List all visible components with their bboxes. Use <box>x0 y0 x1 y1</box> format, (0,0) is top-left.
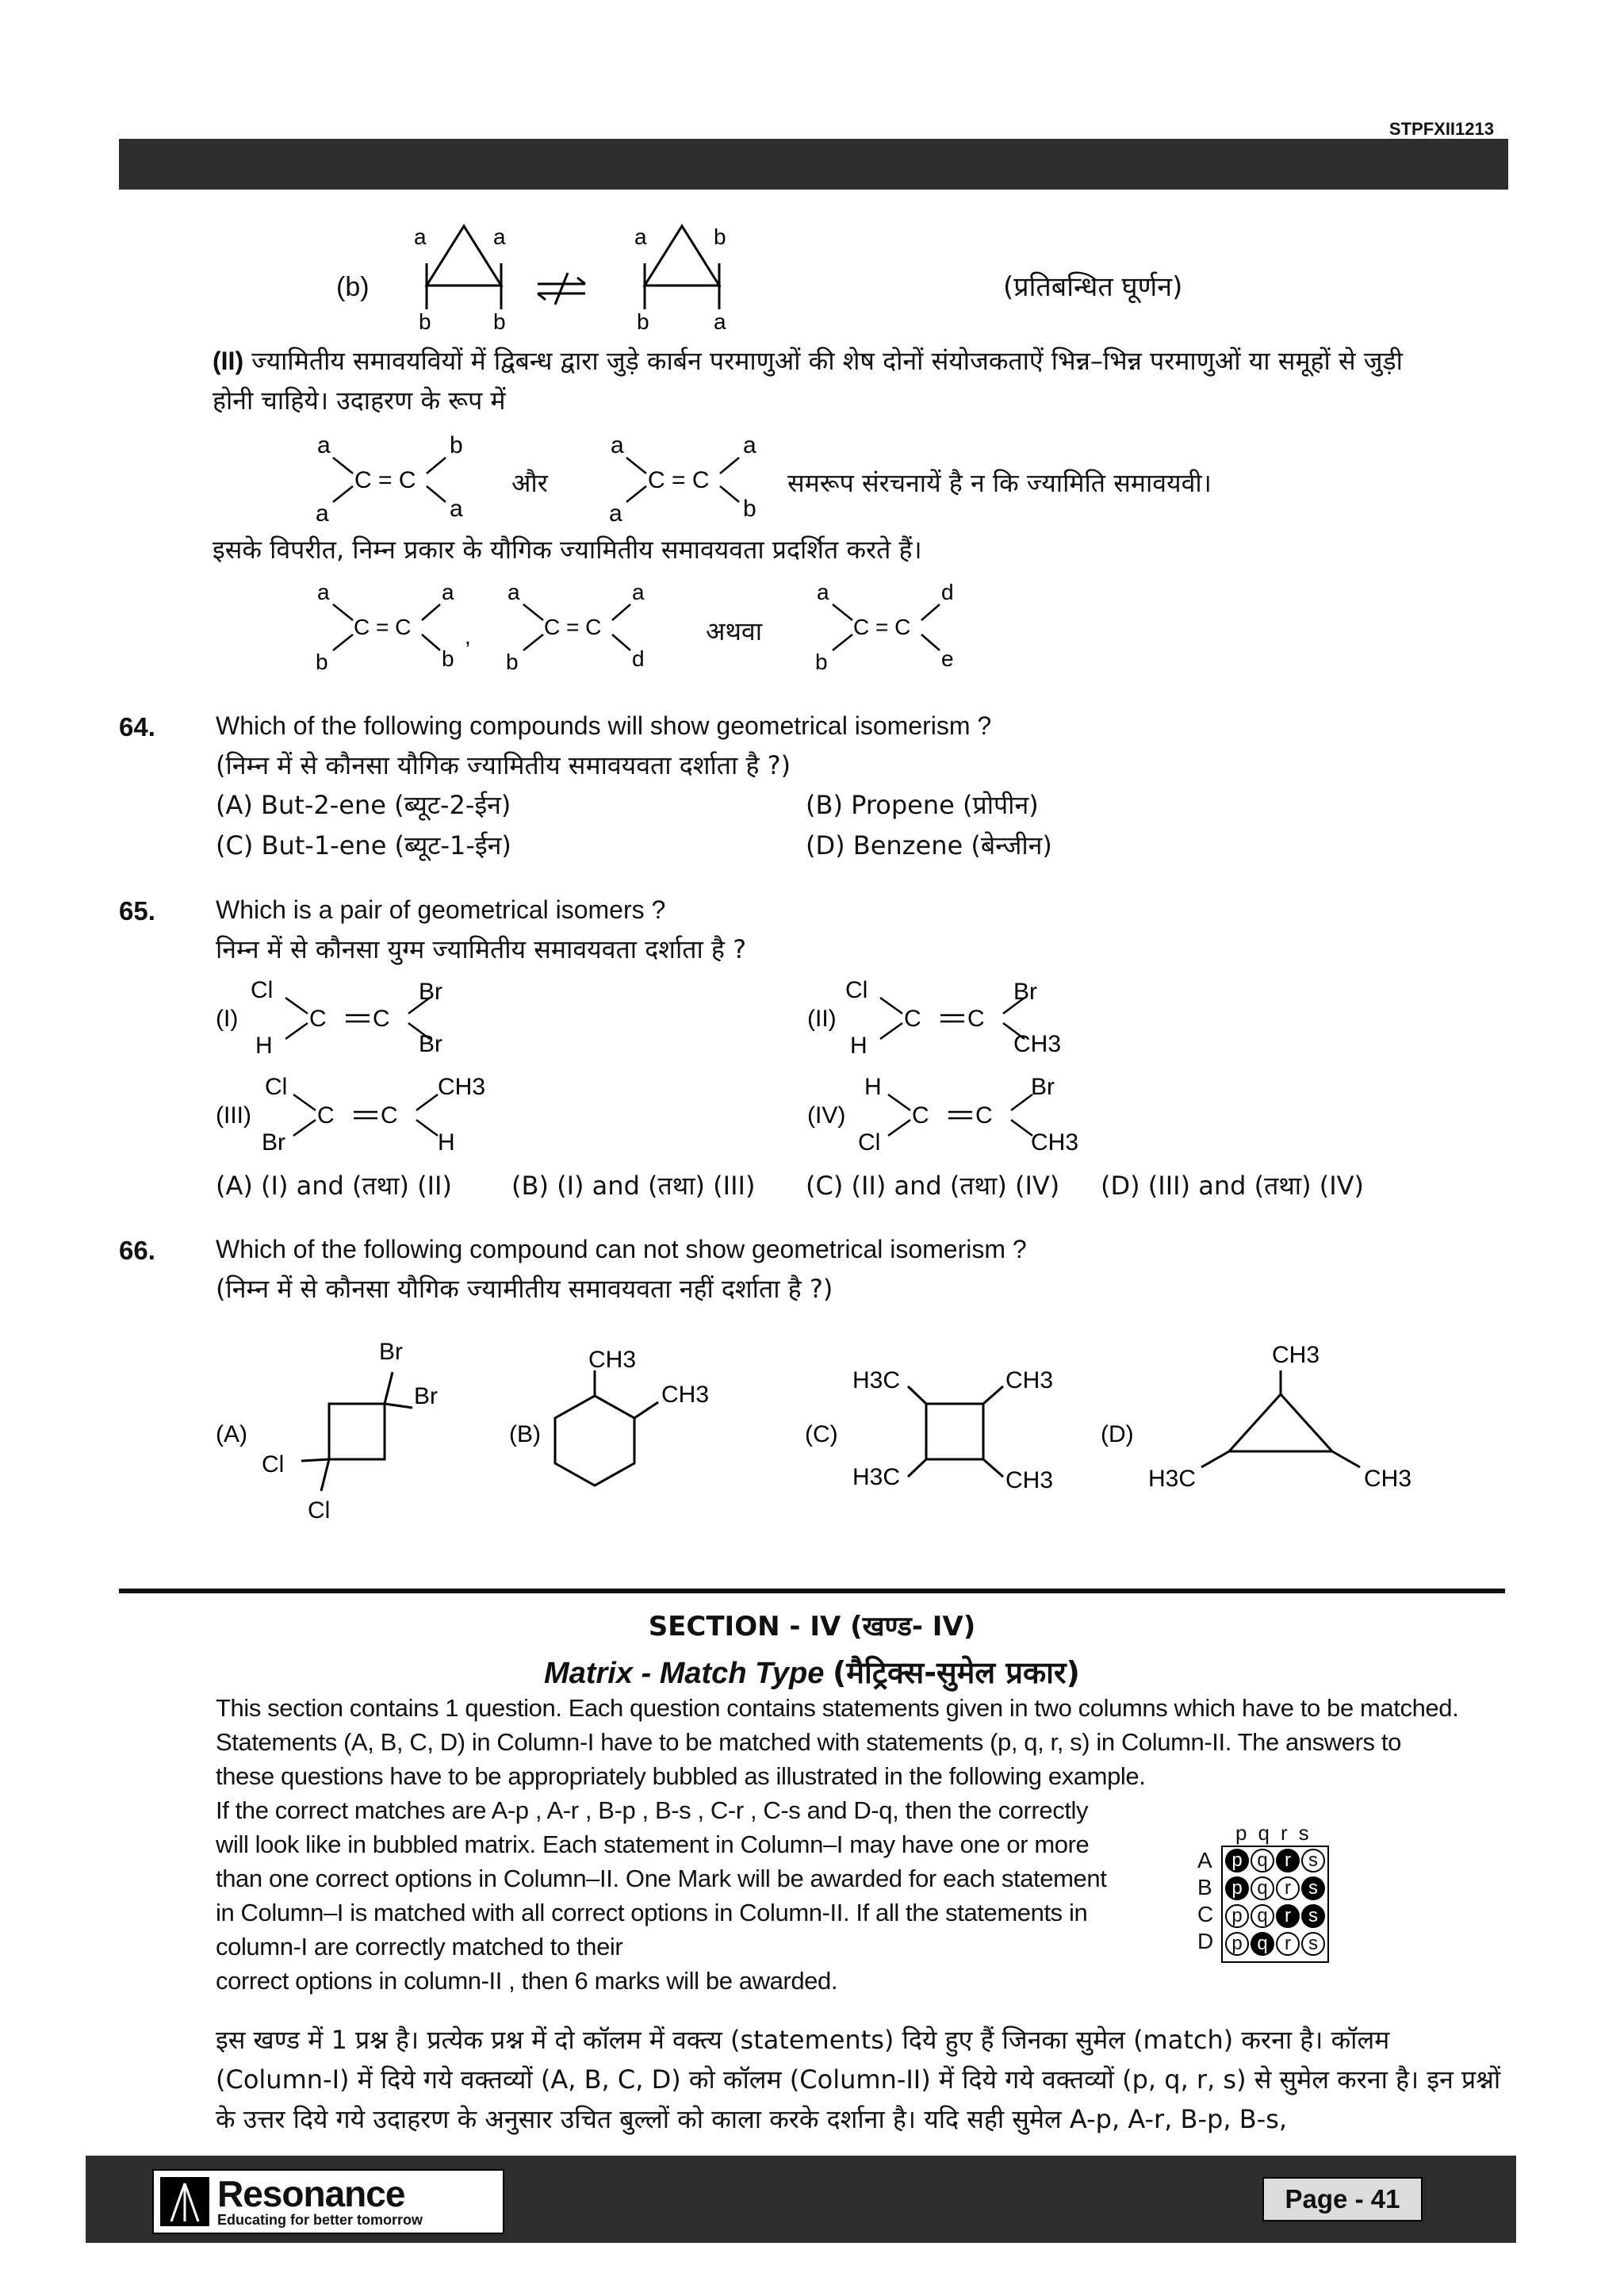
option-label[interactable]: (D) <box>1101 1421 1134 1447</box>
point-2-label: (II) <box>213 347 244 375</box>
bubble-row <box>1224 1904 1326 1932</box>
structure-label: (III) <box>216 1102 251 1129</box>
structure-label: (IV) <box>807 1102 846 1129</box>
answer-bubble[interactable]: q <box>1251 1849 1274 1872</box>
question-65-option[interactable]: (C) (II) and (तथा) (IV) <box>806 1171 1060 1201</box>
substituent: H3C <box>852 1367 901 1393</box>
question-64-option[interactable]: (C) But-1-ene (ब्यूट-1-ईन) <box>216 830 511 861</box>
section-title: SECTION - IV (खण्ड- IV) <box>648 1611 976 1642</box>
substituent: d <box>632 646 645 671</box>
ring-left-sub: b <box>419 309 431 333</box>
resonance-logo <box>152 2169 504 2234</box>
answer-bubble[interactable]: s <box>1301 1932 1325 1956</box>
page-number: Page - 41 <box>1262 2177 1423 2221</box>
substituent: a <box>817 580 829 604</box>
point-2-line1: ज्यामितीय समावयवियों में द्विबन्ध द्वारा जुड़े कार्बन परमाणुओं की शेष दोनों संयोजकताऐं भिन्न–भिन्न परमाणुओं या समूहों से जुड़ी <box>251 346 1403 376</box>
ring-left-sub: a <box>493 224 506 249</box>
answer-bubble[interactable]: r <box>1276 1932 1300 1956</box>
matrix-column-headers <box>1197 1821 1367 1846</box>
answer-bubble[interactable]: r <box>1276 1904 1300 1928</box>
bubble-row <box>1224 1876 1326 1904</box>
contrast-text: इसके विपरीत, निम्न प्रकार के यौगिक ज्यामितीय समावयवता प्रदर्शित करते हैं। <box>213 535 922 565</box>
substituent: CH3 <box>588 1347 637 1373</box>
substituent: a <box>442 580 454 604</box>
substituent: CH3 <box>661 1382 710 1408</box>
carbon: C <box>381 1102 398 1129</box>
substituent: Br <box>379 1339 403 1365</box>
substituent: CH3 <box>438 1074 486 1100</box>
bubble-row <box>1224 1932 1326 1960</box>
substituent: a <box>611 432 624 458</box>
matrix-row-label: B <box>1197 1875 1212 1899</box>
question-65-text: Which is a pair of geometrical isomers ? <box>216 895 666 924</box>
answer-bubble[interactable]: r <box>1276 1876 1300 1900</box>
answer-bubble[interactable]: s <box>1301 1849 1325 1872</box>
substituent: Br <box>414 1383 438 1409</box>
substituent: Cl <box>308 1497 331 1524</box>
comma: , <box>465 624 471 649</box>
para-line: column-I are correctly matched to their <box>216 1933 623 1961</box>
substituent: a <box>632 580 645 604</box>
ring-left-sub: b <box>493 309 506 333</box>
substituent: d <box>941 580 954 604</box>
substituent: CH3 <box>1031 1129 1079 1156</box>
option-label[interactable]: (A) <box>216 1421 247 1447</box>
matrix-col-label: r <box>1280 1821 1288 1845</box>
substituent: Br <box>1031 1074 1055 1100</box>
section-hindi-para <box>216 2020 1516 2139</box>
structure-label: (II) <box>807 1006 837 1032</box>
substituent: Cl <box>262 1451 285 1478</box>
question-64-text: Which of the following compounds will show geometrical isomerism ? <box>216 711 992 740</box>
para-line: (Column-I) में दिये गये वक्तव्यों (A, B, C, D) को कॉलम (Column-II) में दिये गये वक्तव्यों (p, q, r, s) से सुमेल करना है। इन प्रश्नों <box>216 2064 1501 2095</box>
answer-bubble[interactable]: q <box>1251 1904 1274 1928</box>
question-65-number: 65. <box>119 896 155 926</box>
substituent: CH3 <box>1272 1342 1320 1368</box>
question-66-text: Which of the following compound can not show geometrical isomerism ? <box>216 1235 1027 1263</box>
ring-right-sub: a <box>714 309 726 333</box>
question-65-option[interactable]: (A) (I) and (तथा) (II) <box>216 1171 452 1201</box>
para-line: इस खण्ड में 1 प्रश्न है। प्रत्येक प्रश्न में दो कॉलम में वक्त्य (statements) दिये हुए हैं जिनका सुमेल (match) करना है। कॉलम <box>216 2025 1390 2055</box>
question-64-option[interactable]: (B) Propene (प्रोपीन) <box>806 790 1039 820</box>
double-bond: C = C <box>354 615 412 639</box>
section-para-1 <box>216 1691 1516 1793</box>
para-line: in Column–I is matched with all correct options in Column-II. If all the statements in <box>216 1899 1088 1926</box>
item-b-label: (b) <box>336 272 370 302</box>
substituent: a <box>317 432 331 458</box>
section-divider <box>119 1589 1505 1593</box>
substituent: e <box>941 646 954 671</box>
bubble-grid <box>1221 1846 1329 1963</box>
substituent: CH3 <box>1364 1466 1412 1492</box>
para-line: If the correct matches are A-p , A-r , B-p , B-s , C-r , C-s and D-q, then the correctly <box>216 1796 1089 1824</box>
identical-note: समरूप संरचनायें है न कि ज्यामिति समावयवी। <box>787 468 1212 498</box>
matrix-col-label: q <box>1258 1821 1270 1845</box>
substituent: H3C <box>852 1464 901 1490</box>
restricted-rotation-diagram <box>396 222 761 333</box>
substituent: Cl <box>251 977 274 1003</box>
substituent: CH3 <box>1005 1367 1054 1393</box>
substituent: H3C <box>1148 1466 1197 1492</box>
substituent: b <box>506 650 519 674</box>
substituent: a <box>508 580 520 604</box>
substituent: a <box>450 496 463 522</box>
substituent: b <box>316 650 328 674</box>
geometric-isomer-examples <box>309 577 991 680</box>
ring-right-sub: b <box>714 224 726 249</box>
question-65-option[interactable]: (B) (I) and (तथा) (III) <box>511 1171 756 1201</box>
substituent: CH3 <box>1005 1467 1054 1493</box>
matrix-col-label: s <box>1298 1821 1309 1845</box>
answer-bubble[interactable]: q <box>1251 1876 1274 1900</box>
substituent: b <box>815 650 828 674</box>
substituent: H <box>864 1074 882 1100</box>
restricted-rotation-note: (प्रतिबन्धित घूर्णन) <box>1003 271 1183 303</box>
question-64-text-hi: (निम्न में से कौनसा यौगिक ज्यामितीय समावयवता दर्शाता है ?) <box>216 750 791 780</box>
brand-name: Resonance <box>217 2173 405 2214</box>
carbon: C <box>975 1102 993 1129</box>
header-bar <box>119 139 1508 190</box>
substituent: CH3 <box>1013 1031 1062 1057</box>
substituent: Br <box>262 1129 285 1156</box>
carbon: C <box>309 1006 327 1032</box>
double-bond: C = C <box>648 467 710 493</box>
carbon: C <box>373 1006 390 1032</box>
answer-bubble[interactable]: r <box>1276 1849 1300 1872</box>
substituent: Br <box>419 1031 442 1057</box>
answer-bubble[interactable]: p <box>1225 1876 1249 1900</box>
para-line: This section contains 1 question. Each question contains statements given in two columns which have to be matched. <box>216 1694 1459 1722</box>
bubble-row <box>1224 1849 1326 1876</box>
section-subtitle-en: Matrix - Match Type <box>544 1657 825 1690</box>
question-65-text-hi: निम्न में से कौनसा युग्म ज्यामितीय समावयवता दर्शाता है ? <box>216 934 747 964</box>
carbon: C <box>967 1006 985 1032</box>
or-word: अथवा <box>706 616 762 646</box>
double-bond: C = C <box>544 615 602 639</box>
substituent: Cl <box>845 977 868 1003</box>
substituent: Cl <box>265 1074 288 1100</box>
substituent: b <box>450 432 463 458</box>
question-64-number: 64. <box>119 712 155 742</box>
substituent: a <box>317 580 330 604</box>
carbon: C <box>912 1102 929 1129</box>
section-subtitle-hi: (मैट्रिक्स-सुमेल प्रकार) <box>832 1655 1080 1690</box>
answer-bubble[interactable]: p <box>1225 1849 1249 1872</box>
logo-emblem-icon <box>160 2177 209 2226</box>
question-64-option[interactable]: (A) But-2-ene (ब्यूट-2-ईन) <box>216 790 511 820</box>
question-64-option[interactable]: (D) Benzene (बेन्जीन) <box>806 830 1052 861</box>
bubble-matrix <box>1197 1821 1367 1963</box>
ring-left-sub: a <box>414 224 427 249</box>
matrix-row-label: D <box>1197 1929 1214 1953</box>
carbon: C <box>904 1006 921 1032</box>
question-66-structures <box>214 1332 1451 1531</box>
answer-bubble[interactable]: q <box>1251 1932 1274 1956</box>
substituent: a <box>609 500 622 527</box>
double-bond: C = C <box>853 615 911 639</box>
substituent: Br <box>1013 979 1037 1005</box>
question-66-number: 66. <box>119 1236 155 1265</box>
substituent: H <box>850 1033 868 1059</box>
document-code: STPFXII1213 <box>1388 119 1494 139</box>
answer-bubble[interactable]: s <box>1301 1876 1325 1900</box>
brand-tagline: Educating for better tomorrow <box>217 2212 423 2228</box>
para-line: के उत्तर दिये गये उदाहरण के अनुसार उचित बुल्लों को काला करके दर्शाना है। यदि सही सुमेल A-p, A-r, B-p, B-s, <box>216 2104 1288 2134</box>
substituent: b <box>743 496 756 522</box>
question-65-option[interactable]: (D) (III) and (तथा) (IV) <box>1101 1171 1365 1201</box>
substituent: a <box>743 432 756 458</box>
answer-bubble[interactable]: p <box>1225 1932 1249 1956</box>
question-66-text-hi: (निम्न में से कौनसा यौगिक ज्यामीतीय समावयवता नहीं दर्शाता है ?) <box>216 1274 833 1304</box>
section-subtitle <box>0 1651 1624 1692</box>
para-line: Statements (A, B, C, D) in Column-I have to be matched with statements (p, q, r, s) in Column-II. The answers to <box>216 1728 1401 1756</box>
and-word: और <box>511 468 548 498</box>
substituent: H <box>255 1033 273 1059</box>
matrix-row-label: A <box>1197 1848 1212 1872</box>
option-label[interactable]: (C) <box>805 1421 838 1447</box>
para-line: these questions have to be appropriately bubbled as illustrated in the following example. <box>216 1762 1146 1790</box>
substituent: Br <box>419 979 442 1005</box>
ring-right-sub: a <box>634 224 647 249</box>
ring-right-sub: b <box>637 309 649 333</box>
point-2-line2: होनी चाहिये। उदाहरण के रूप में <box>213 385 506 416</box>
question-65-structures <box>214 976 1324 1166</box>
structure-label: (I) <box>216 1006 239 1032</box>
section-para-2 <box>216 1793 1167 1998</box>
answer-bubble[interactable]: s <box>1301 1904 1325 1928</box>
matrix-col-label: p <box>1235 1821 1247 1845</box>
option-label[interactable]: (B) <box>509 1421 541 1447</box>
para-line: than one correct options in Column–II. One Mark will be awarded for each statement <box>216 1865 1107 1892</box>
carbon: C <box>317 1102 335 1129</box>
matrix-row-labels <box>1197 1846 1221 1963</box>
substituent: b <box>442 646 454 671</box>
answer-bubble[interactable]: p <box>1225 1904 1249 1928</box>
para-line: correct options in column-II , then 6 marks will be awarded. <box>216 1967 838 1995</box>
para-line: will look like in bubbled matrix. Each statement in Column–I may have one or more <box>216 1830 1090 1858</box>
substituent: a <box>316 500 329 527</box>
matrix-row-label: C <box>1197 1902 1214 1926</box>
substituent: H <box>438 1129 455 1156</box>
point-2-paragraph <box>213 344 1513 378</box>
double-bond: C = C <box>354 467 416 493</box>
substituent: Cl <box>858 1129 881 1156</box>
